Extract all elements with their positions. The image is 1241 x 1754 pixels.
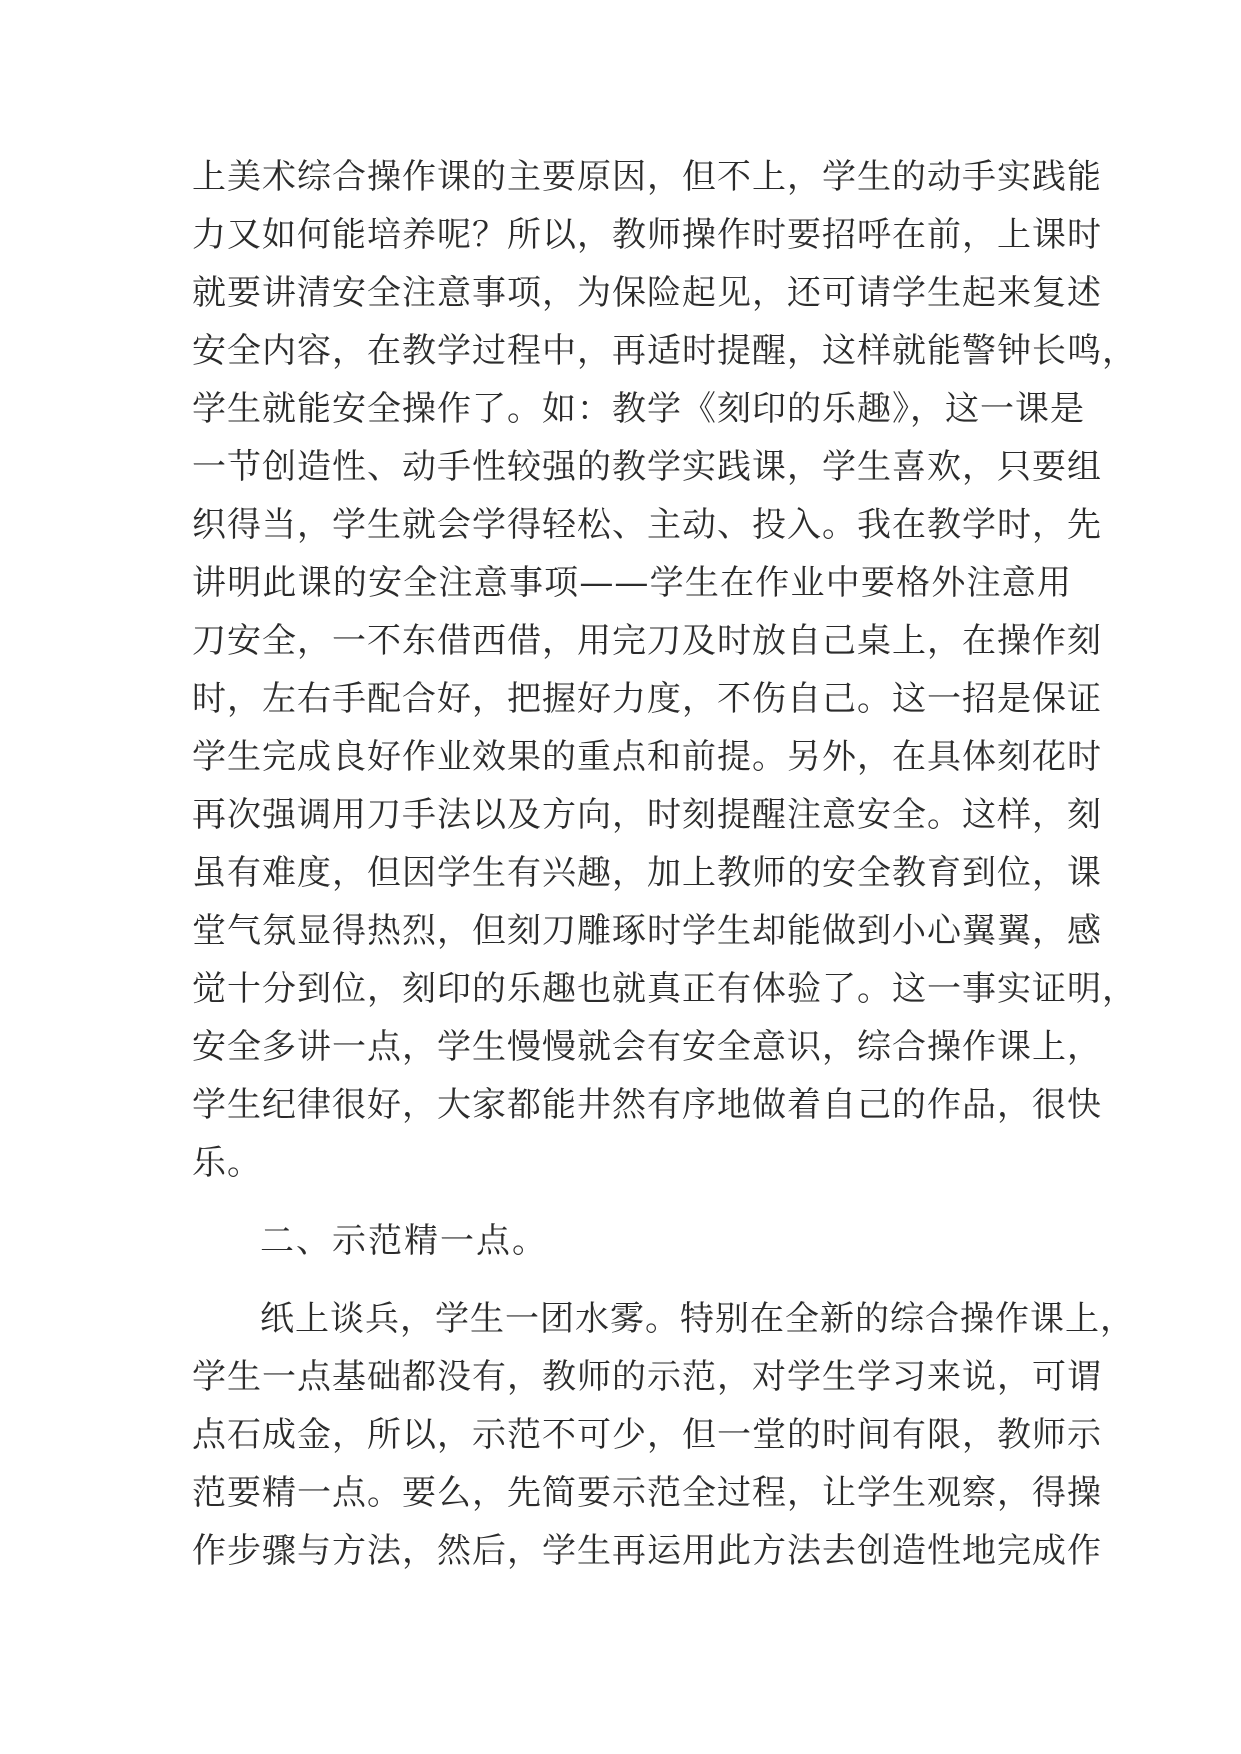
text-line: 安全多讲一点，学生慢慢就会有安全意识，综合操作课上， xyxy=(192,1027,1102,1067)
text-line: 学生纪律很好，大家都能井然有序地做着自己的作品，很快 xyxy=(192,1085,1102,1125)
text-line: 觉十分到位，刻印的乐趣也就真正有体验了。这一事实证明， xyxy=(192,969,1137,1009)
text-line: 堂气氛显得热烈，但刻刀雕琢时学生却能做到小心翼翼，感 xyxy=(192,911,1102,951)
text-line: 就要讲清安全注意事项，为保险起见，还可请学生起来复述 xyxy=(192,273,1102,313)
text-line: 学生一点基础都没有，教师的示范，对学生学习来说，可谓 xyxy=(192,1357,1102,1397)
text-line: 讲明此课的安全注意事项——学生在作业中要格外注意用 xyxy=(192,563,1072,603)
text-line: 力又如何能培养呢？所以，教师操作时要招呼在前，上课时 xyxy=(192,215,1102,255)
text-line: 时，左右手配合好，把握好力度，不伤自己。这一招是保证 xyxy=(192,679,1102,719)
section-heading: 二、示范精一点。 xyxy=(260,1221,548,1261)
text-line: 学生完成良好作业效果的重点和前提。另外，在具体刻花时 xyxy=(192,737,1102,777)
text-line: 刀安全，一不东借西借，用完刀及时放自己桌上，在操作刻 xyxy=(192,621,1102,661)
text-line: 织得当，学生就会学得轻松、主动、投入。我在教学时，先 xyxy=(192,505,1102,545)
text-line: 点石成金，所以，示范不可少，但一堂的时间有限，教师示 xyxy=(192,1415,1102,1455)
text-line: 纸上谈兵，学生一团水雾。特别在全新的综合操作课上， xyxy=(260,1299,1135,1339)
text-line: 安全内容，在教学过程中，再适时提醒，这样就能警钟长鸣， xyxy=(192,331,1137,371)
text-line: 学生就能安全操作了。如：教学《刻印的乐趣》，这一课是 xyxy=(192,389,1085,429)
text-line: 再次强调用刀手法以及方向，时刻提醒注意安全。这样，刻 xyxy=(192,795,1102,835)
text-line: 乐。 xyxy=(192,1143,262,1183)
text-line: 范要精一点。要么，先简要示范全过程，让学生观察，得操 xyxy=(192,1473,1102,1513)
text-line: 作步骤与方法，然后，学生再运用此方法去创造性地完成作 xyxy=(192,1531,1102,1571)
text-line: 上美术综合操作课的主要原因，但不上，学生的动手实践能 xyxy=(192,157,1102,197)
text-line: 虽有难度，但因学生有兴趣，加上教师的安全教育到位，课 xyxy=(192,853,1102,893)
text-line: 一节创造性、动手性较强的教学实践课，学生喜欢，只要组 xyxy=(192,447,1102,487)
